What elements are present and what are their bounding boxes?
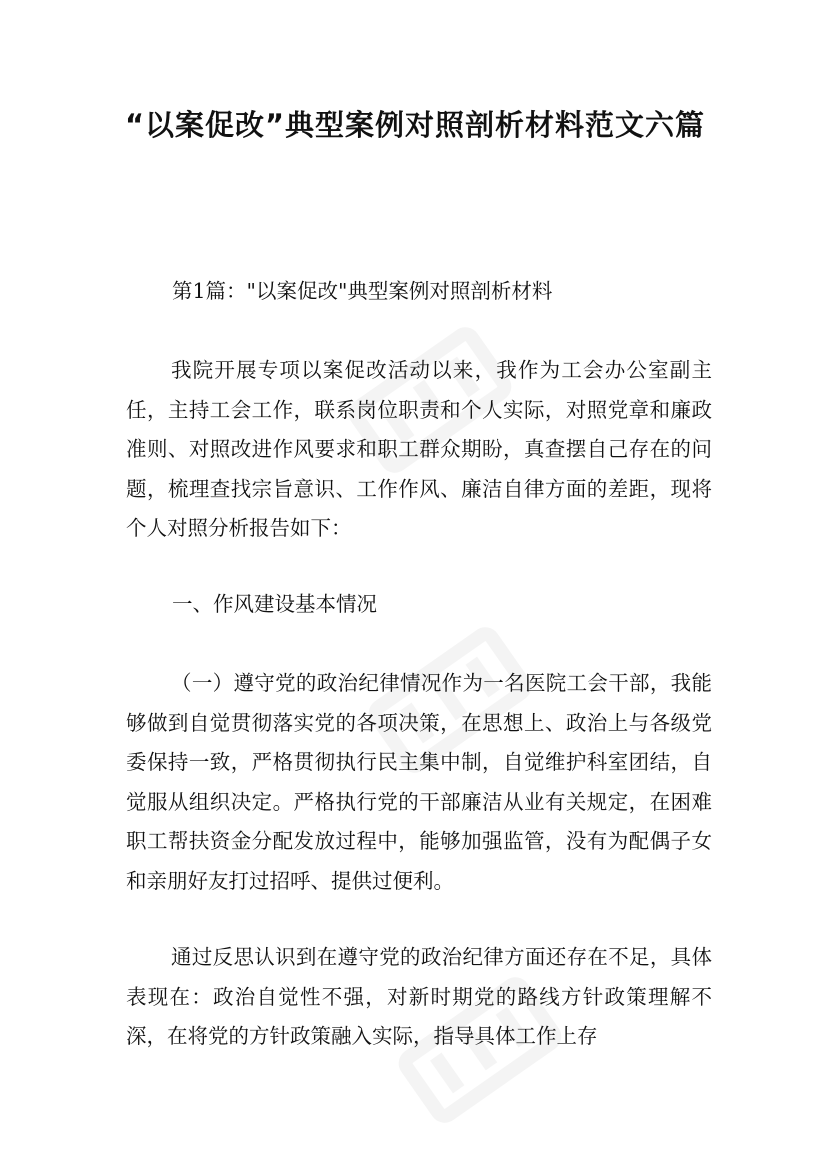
part-one-heading: 一、作风建设基本情况 <box>172 592 377 616</box>
intro-paragraph: 我院开展专项以案促改活动以来，我作为工会办公室副主任，主持工会工作，联系岗位职责和个人实际，对照党章和廉政准则、对照改进作风要求和职工群众期盼，真查摆自己存在的问题，梳理查找宗旨意识、工作作风、廉洁自律方面的差距，现将个人对照分析报告如下： <box>126 358 712 540</box>
political-discipline-paragraph: （一）遵守党的政治纪律情况作为一名医院工会干部，我能够做到自觉贯彻落实党的各项决策，在思想上、政治上与各级党委保持一致，严格贯彻执行民主集中制，自觉维护科室团结，自觉服从组织决定。严格执行党的干部廉洁从业有关规定，在困难职工帮扶资金分配发放过程中，能够加强监管，没有为配偶子女和亲朋好友打过招呼、提供过便利。 <box>126 671 712 893</box>
document-title: “以案促改”典型案例对照剖析材料范文六篇 <box>124 108 706 142</box>
section-heading: 第1篇："以案促改"典型案例对照剖析材料 <box>172 279 553 303</box>
reflection-paragraph: 通过反思认识到在遵守党的政治纪律方面还存在不足，具体表现在：政治自觉性不强，对新时期党的路线方针政策理解不深，在将党的方针政策融入实际，指导具体工作上存 <box>126 945 712 1048</box>
